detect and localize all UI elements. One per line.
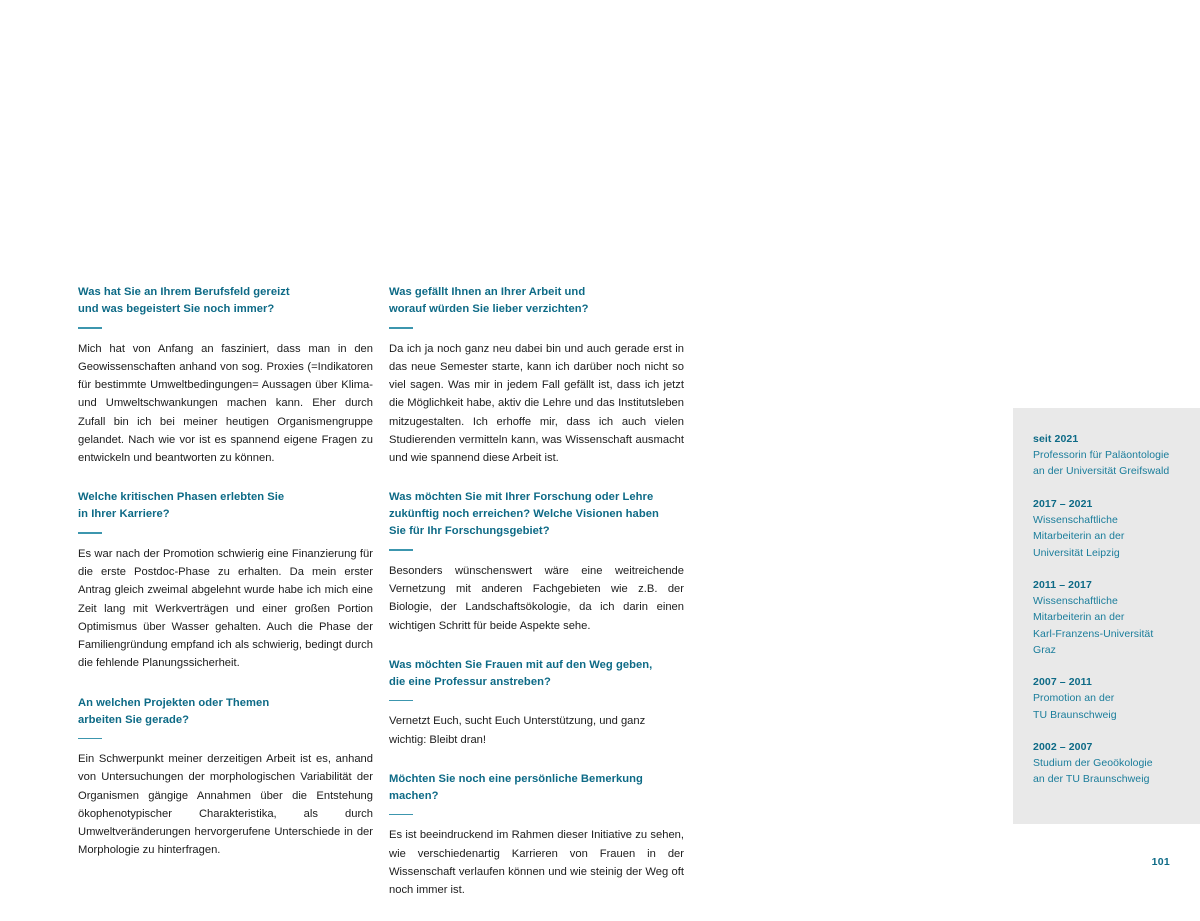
cv-list	[1033, 432, 1183, 805]
cv-entry	[1033, 497, 1183, 561]
qa-block	[78, 695, 373, 860]
divider-rule	[78, 532, 102, 534]
cv-entry	[1033, 578, 1183, 658]
question-heading: Was möchten Sie mit Ihrer Forschung oder Lehre zukünftig noch erreichen? Welche Visionen haben Sie für Ihr Forschungsgebiet?	[389, 491, 659, 538]
answer-text: Ein Schwerpunkt meiner derzeitigen Arbeit ist es, anhand von Untersuchungen der morphologischen Variabilität der Organismen gängige Annahmen über die Entstehung ökophenotypischer Charakteristika, als durch Umweltveränderungen hervorgerufene Unterschiede in der Morphologie zu hinterfragen.	[78, 753, 373, 857]
qa-block	[389, 771, 684, 900]
cv-entry	[1033, 740, 1183, 788]
cv-entry-description: Wissenschaftliche Mitarbeiterin an der Karl-Franzens-Universität Graz	[1033, 594, 1154, 656]
cv-entry-years: seit 2021	[1033, 433, 1079, 445]
cv-entry-years: 2002 – 2007	[1033, 740, 1093, 753]
cv-entry-description: Promotion an der TU Braunschweig	[1033, 692, 1117, 721]
divider-rule	[389, 327, 413, 329]
answer-text: Es war nach der Promotion schwierig eine Finanzierung für die erste Postdoc-Phase zu erhalten. Da mein erster Antrag gleich zweimal abgelehnt wurde habe ich mich eine Zeit lang mit Werkverträgen und einer großen Portion Optimismus über Wasser gehalten. Auch die Phase der Familiengründung empfand ich als schwierig, bedingt durch die fehlende Planungssicherheit.	[78, 547, 373, 670]
divider-rule	[389, 549, 413, 551]
answer-text: Vernetzt Euch, sucht Euch Unterstützung, und ganz wichtig: Bleibt dran!	[389, 715, 646, 746]
text-column-right	[389, 284, 684, 921]
question-heading: Möchten Sie noch eine persönliche Bemerkung machen?	[389, 772, 643, 802]
question-heading: Was hat Sie an Ihrem Berufsfeld gereizt und was begeistert Sie noch immer?	[78, 286, 290, 316]
question-heading: Was gefällt Ihnen an Ihrer Arbeit und worauf würden Sie lieber verzichten?	[389, 286, 589, 316]
divider-rule	[78, 327, 102, 329]
cv-entry-years: 2007 – 2011	[1033, 676, 1092, 689]
cv-entry-description: Wissenschaftliche Mitarbeiterin an der Universität Leipzig	[1033, 513, 1125, 559]
cv-entry	[1033, 675, 1183, 723]
answer-text: Da ich ja noch ganz neu dabei bin und auch gerade erst in das neue Semester starte, kann ich darüber noch nicht so viel sagen. Was mir in jedem Fall gefällt ist, dass ich jetzt die Möglichkeit habe, aktiv die Lehre und das Institutsleben mitzugestalten. Ich erhoffe mir, dass ich auch vielen Studierenden vermitteln kann, was Wissenschaft ausmacht und wie spannend diese Arbeit ist.	[389, 342, 684, 465]
answer-text: Besonders wünschenswert wäre eine weitreichende Vernetzung mit anderen Fachgebieten wie z.B. der Biologie, der Landschaftsökologie, da ich darin einen wichtigen Schritt für beide Aspekte sehe.	[389, 564, 684, 632]
qa-block	[389, 657, 684, 749]
cv-entry-description: Professorin für Paläontologie an der Universität Greifswald	[1033, 449, 1170, 478]
question-heading: An welchen Projekten oder Themen arbeiten Sie gerade?	[78, 696, 270, 726]
qa-block	[78, 284, 373, 467]
qa-block	[78, 489, 373, 672]
cv-entry-years: 2017 – 2021	[1033, 497, 1093, 510]
cv-entry-years: 2011 – 2017	[1033, 578, 1092, 591]
divider-rule	[389, 814, 413, 816]
question-heading: Welche kritischen Phasen erlebten Sie in Ihrer Karriere?	[78, 491, 285, 521]
answer-text: Es ist beeindruckend im Rahmen dieser Initiative zu sehen, wie verschiedenartig Karrieren von Frauen in der Wissenschaft verlaufen können und wie steinig der Weg oft noch immer ist.	[389, 829, 684, 897]
cv-entry-description: Studium der Geoökologie an der TU Braunschweig	[1033, 757, 1153, 786]
answer-text: Mich hat von Anfang an fasziniert, dass man in den Geowissenschaften anhand von sog. Proxies (=Indikatoren für bestimmte Umweltbedingungen= Aussagen über Klima- und Umweltschwankungen machen kann. Eher durch Zufall bin ich bei meiner heutigen Organismengruppe gelandet. Nach wie vor ist es spannend eigene Fragen zu entwickeln und beantworten zu können.	[78, 342, 373, 465]
divider-rule	[389, 700, 413, 702]
text-column-left	[78, 284, 373, 882]
page-number: 101	[1151, 856, 1170, 868]
divider-rule	[78, 738, 102, 740]
question-heading: Was möchten Sie Frauen mit auf den Weg geben, die eine Professur anstreben?	[389, 658, 653, 688]
qa-block	[389, 284, 684, 467]
cv-entry	[1033, 432, 1183, 480]
cv-sidebar	[1013, 408, 1200, 824]
qa-block	[389, 489, 684, 635]
